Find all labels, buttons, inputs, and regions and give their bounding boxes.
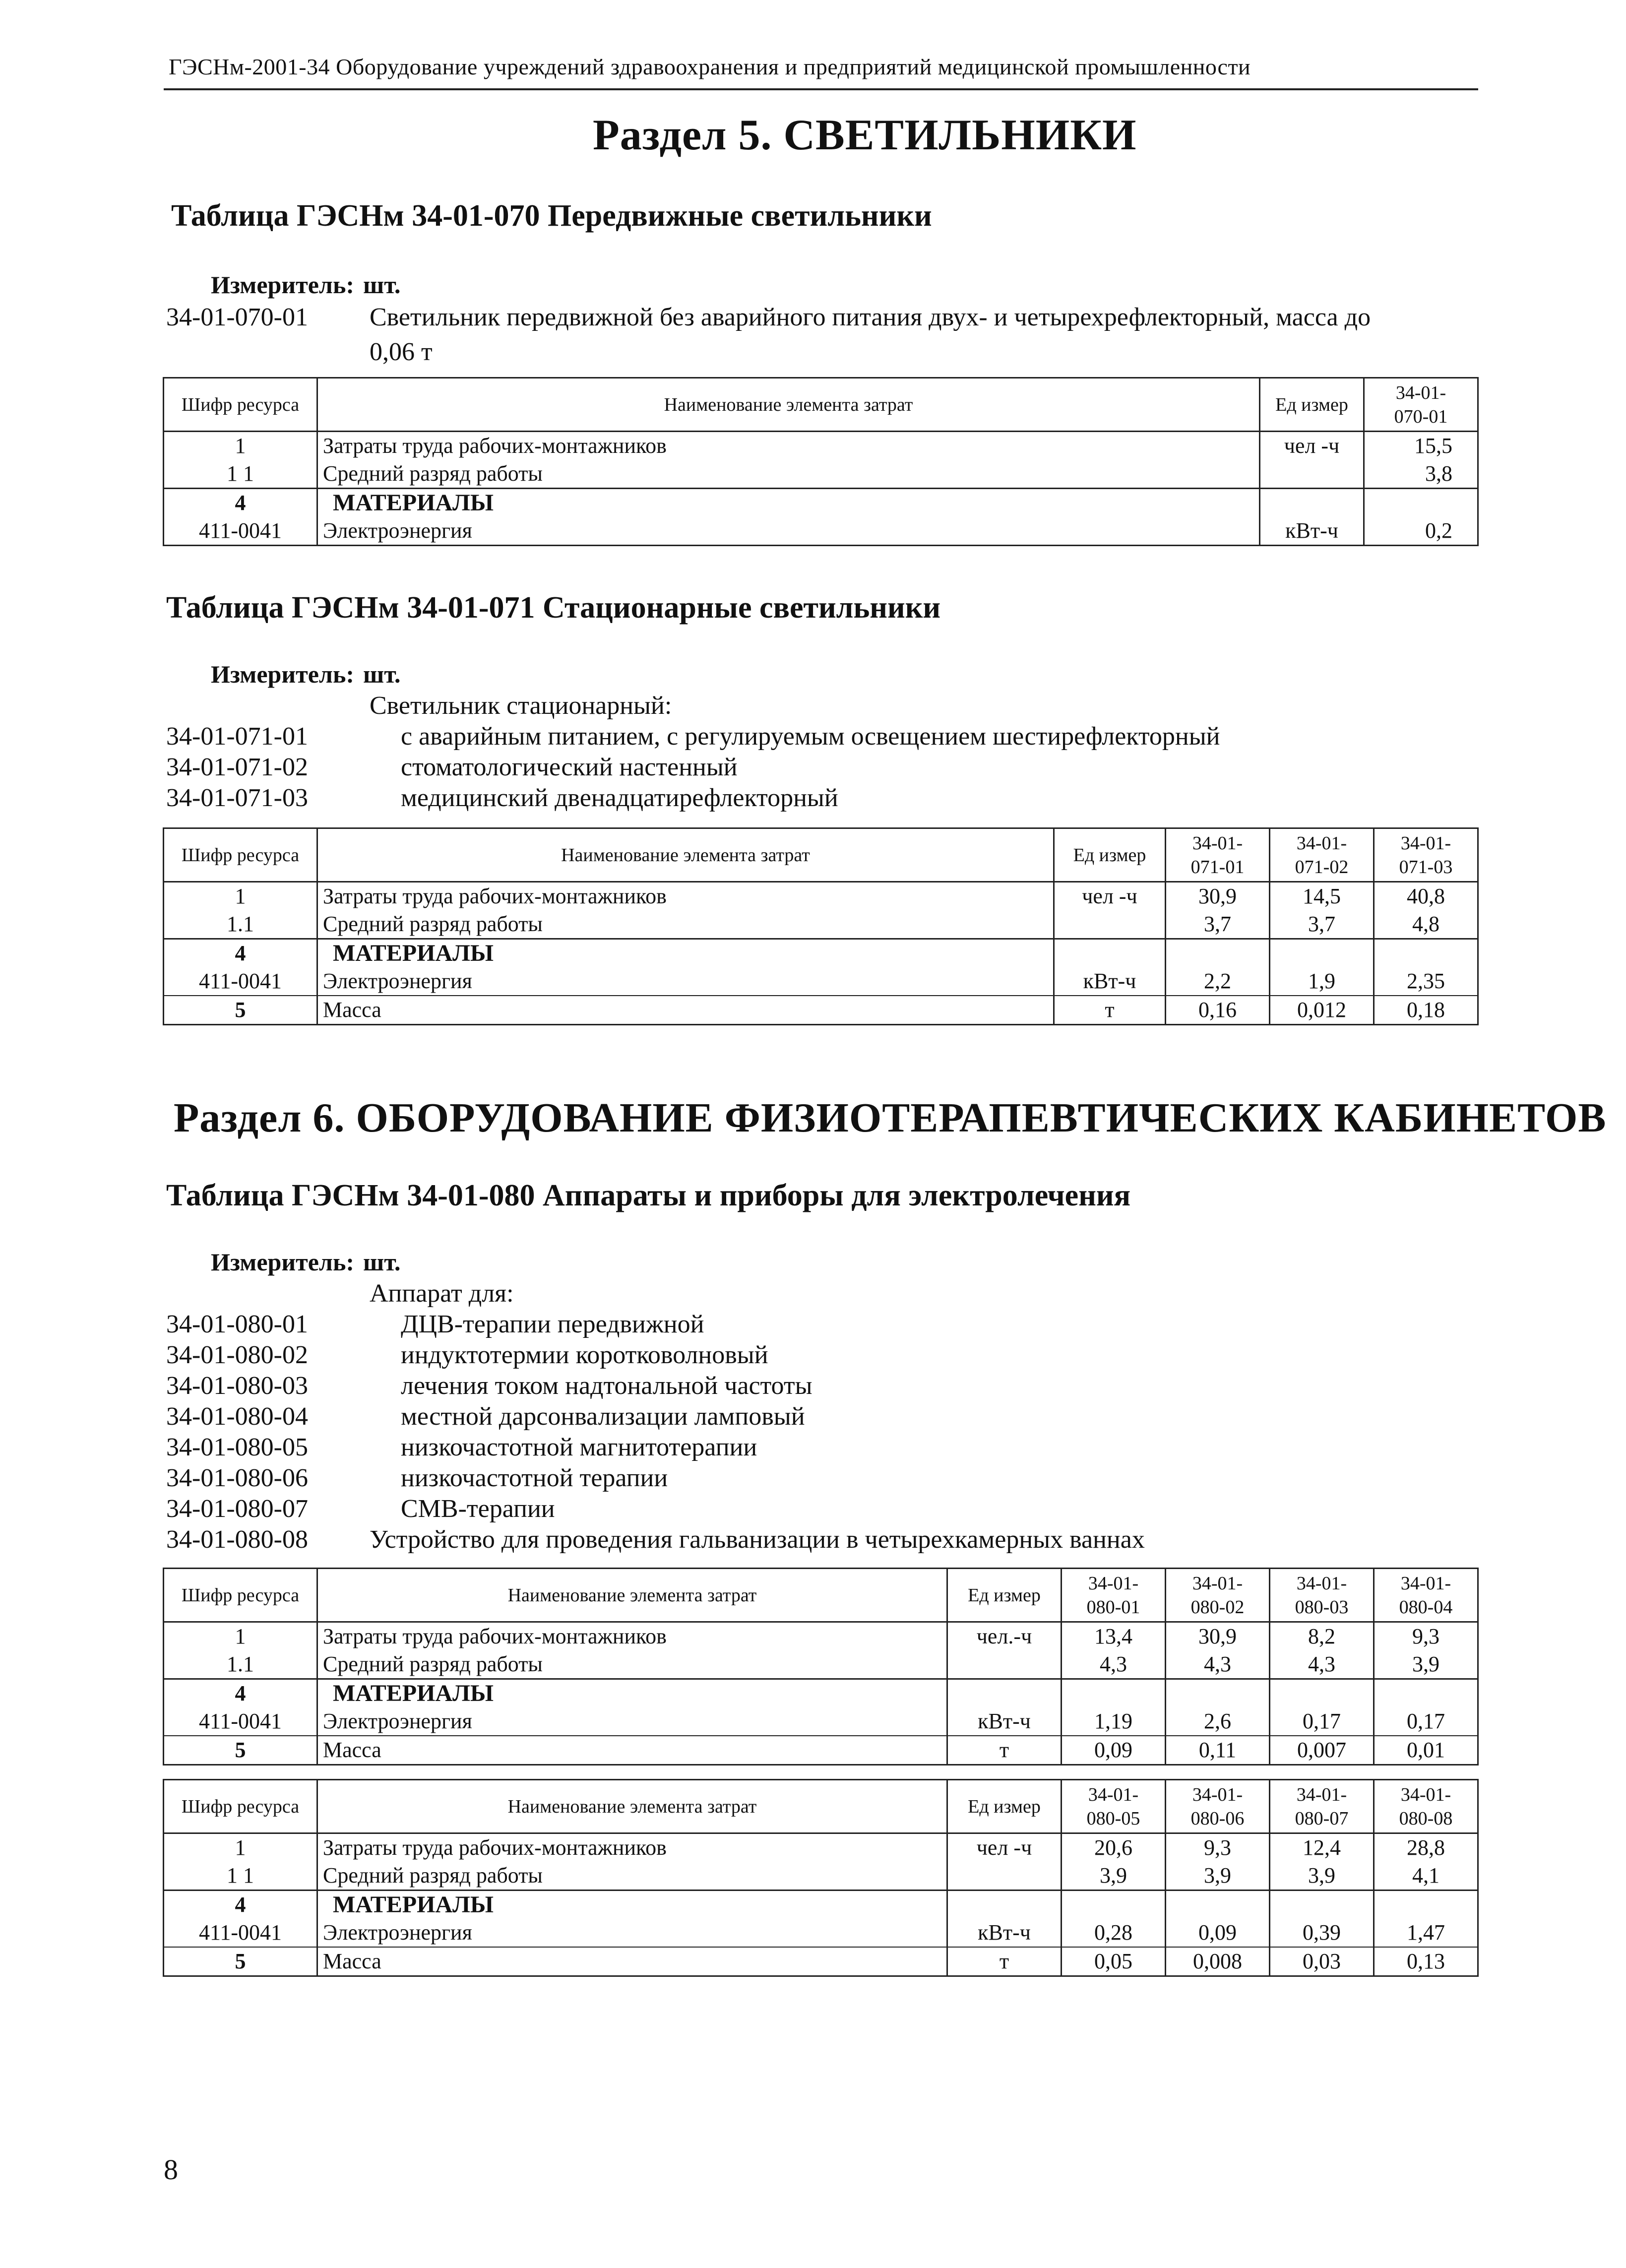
cell-unit bbox=[1054, 910, 1166, 939]
table-row bbox=[164, 910, 1478, 939]
cell-code: 411-0041 bbox=[164, 517, 317, 546]
cell-value: 30,9 bbox=[1166, 882, 1270, 911]
cell-code: 411-0041 bbox=[164, 1919, 317, 1947]
cell-value: 8,2 bbox=[1270, 1622, 1374, 1651]
cell-value bbox=[1374, 1890, 1478, 1919]
cell-value: 13,4 bbox=[1062, 1622, 1166, 1651]
meter-label: Измеритель: bbox=[211, 271, 355, 299]
header-name: Наименование элемента затрат bbox=[317, 828, 1054, 882]
cell-value: 0,13 bbox=[1374, 1947, 1478, 1976]
table-080-part2 bbox=[163, 1779, 1479, 1977]
table-row bbox=[164, 1862, 1478, 1890]
header-name: Наименование элемента затрат bbox=[317, 1780, 947, 1833]
cell-name: Средний разряд работы bbox=[317, 460, 1260, 489]
section-6-title: Раздел 6. ОБОРУДОВАНИЕ ФИЗИОТЕРАПЕВТИЧЕСКИХ КАБИНЕТОВ bbox=[174, 1095, 1607, 1141]
header-line1: 34-01- bbox=[1192, 1784, 1243, 1805]
header-line1: 34-01- bbox=[1296, 1573, 1347, 1594]
cell-name: Средний разряд работы bbox=[317, 1862, 947, 1890]
table-header-row bbox=[164, 1569, 1478, 1622]
table-row bbox=[164, 1919, 1478, 1947]
cell-value: 14,5 bbox=[1270, 882, 1374, 911]
cell-value bbox=[1062, 1890, 1166, 1919]
header-line1: 34-01- bbox=[1192, 1573, 1243, 1594]
table-header-row bbox=[164, 828, 1478, 882]
item-code: 34-01-071-02 bbox=[166, 753, 308, 781]
header-col1-line2: 070-01 bbox=[1394, 406, 1448, 427]
header-line2: 080-04 bbox=[1399, 1596, 1453, 1618]
header-line1: 34-01- bbox=[1296, 832, 1347, 854]
cell-code: 1 bbox=[164, 1622, 317, 1651]
header-line1: 34-01- bbox=[1192, 832, 1243, 854]
cell-value: 1,19 bbox=[1062, 1707, 1166, 1736]
header-code: Шифр ресурса bbox=[164, 1569, 317, 1622]
table-row bbox=[164, 996, 1478, 1025]
header-line2: 080-05 bbox=[1086, 1808, 1140, 1829]
header-col2 bbox=[1166, 1780, 1270, 1833]
meter-label: Измеритель: bbox=[211, 660, 355, 688]
table-row bbox=[164, 460, 1478, 489]
cell-value: 0,2 bbox=[1364, 517, 1478, 546]
item-text: СМВ-терапии bbox=[401, 1495, 555, 1523]
header-name: Наименование элемента затрат bbox=[317, 1569, 947, 1622]
header-rule bbox=[164, 88, 1478, 90]
cell-name: Средний разряд работы bbox=[317, 1650, 947, 1679]
header-line1: 34-01- bbox=[1088, 1784, 1139, 1805]
cell-value: 9,3 bbox=[1374, 1622, 1478, 1651]
header-code: Шифр ресурса bbox=[164, 378, 317, 432]
table-row bbox=[164, 489, 1478, 517]
cell-code: 1 1 bbox=[164, 460, 317, 489]
cell-unit bbox=[947, 1890, 1062, 1919]
item-text: низкочастотной терапии bbox=[401, 1464, 668, 1492]
item-text: низкочастотной магнитотерапии bbox=[401, 1433, 757, 1461]
item-code: 34-01-080-07 bbox=[166, 1495, 308, 1523]
item-text: индуктотермии коротковолновый bbox=[401, 1341, 768, 1369]
table-080-part1 bbox=[163, 1568, 1479, 1765]
cell-value: 0,17 bbox=[1374, 1707, 1478, 1736]
table-070-desc-line2: 0,06 т bbox=[370, 338, 433, 366]
cell-name: Электроэнергия bbox=[317, 1707, 947, 1736]
cell-code: 4 bbox=[164, 939, 317, 968]
item-code: 34-01-071-01 bbox=[166, 722, 308, 751]
cell-value: 40,8 bbox=[1374, 882, 1478, 911]
table-header-row bbox=[164, 378, 1478, 432]
cell-code: 4 bbox=[164, 1890, 317, 1919]
cell-value: 0,012 bbox=[1270, 996, 1374, 1025]
cell-value: 15,5 bbox=[1364, 432, 1478, 460]
table-070-code: 34-01-070-01 bbox=[166, 303, 308, 331]
table-071-lead: Светильник стационарный: bbox=[370, 692, 672, 720]
cell-code: 1.1 bbox=[164, 1650, 317, 1679]
cell-unit: т bbox=[947, 1736, 1062, 1765]
cell-value: 30,9 bbox=[1166, 1622, 1270, 1651]
table-row bbox=[164, 1707, 1478, 1736]
table-070-title: Таблица ГЭСНм 34-01-070 Передвижные светильники bbox=[171, 199, 932, 233]
cell-value: 3,9 bbox=[1062, 1862, 1166, 1890]
cell-value: 1,9 bbox=[1270, 967, 1374, 996]
cell-name: МАТЕРИАЛЫ bbox=[317, 1890, 947, 1919]
cell-name: Средний разряд работы bbox=[317, 910, 1054, 939]
cell-value: 20,6 bbox=[1062, 1833, 1166, 1862]
cell-value: 0,18 bbox=[1374, 996, 1478, 1025]
header-unit: Ед измер bbox=[947, 1780, 1062, 1833]
header-col3 bbox=[1374, 828, 1478, 882]
cell-value: 2,6 bbox=[1166, 1707, 1270, 1736]
header-col1-line1: 34-01- bbox=[1395, 382, 1446, 403]
cell-name: Затраты труда рабочих-монтажников bbox=[317, 882, 1054, 911]
item-text: медицинский двенадцатирефлекторный bbox=[401, 784, 838, 812]
table-071-title: Таблица ГЭСНм 34-01-071 Стационарные светильники bbox=[166, 591, 941, 625]
header-col1 bbox=[1062, 1569, 1166, 1622]
table-070 bbox=[163, 377, 1479, 546]
section-5-title: Раздел 5. СВЕТИЛЬНИКИ bbox=[593, 111, 1137, 159]
cell-code: 1 bbox=[164, 432, 317, 460]
cell-code: 5 bbox=[164, 996, 317, 1025]
cell-name: Электроэнергия bbox=[317, 517, 1260, 546]
header-name: Наименование элемента затрат bbox=[317, 378, 1260, 432]
item-code: 34-01-080-06 bbox=[166, 1464, 308, 1492]
cell-code: 4 bbox=[164, 489, 317, 517]
cell-unit: чел.-ч bbox=[947, 1622, 1062, 1651]
cell-code: 1.1 bbox=[164, 910, 317, 939]
table-080-title: Таблица ГЭСНм 34-01-080 Аппараты и приборы для электролечения bbox=[166, 1179, 1131, 1212]
header-line2: 080-07 bbox=[1295, 1808, 1349, 1829]
cell-unit: чел -ч bbox=[1260, 432, 1364, 460]
table-row bbox=[164, 517, 1478, 546]
header-code: Шифр ресурса bbox=[164, 1780, 317, 1833]
cell-code: 1 bbox=[164, 1833, 317, 1862]
cell-value: 9,3 bbox=[1166, 1833, 1270, 1862]
item-text: с аварийным питанием, с регулируемым освещением шестирефлекторный bbox=[401, 722, 1220, 751]
header-unit: Ед измер bbox=[1260, 378, 1364, 432]
cell-name: МАТЕРИАЛЫ bbox=[317, 939, 1054, 968]
cell-value: 0,17 bbox=[1270, 1707, 1374, 1736]
cell-value: 4,3 bbox=[1062, 1650, 1166, 1679]
item-text: Устройство для проведения гальванизации в четырехкамерных ваннах bbox=[370, 1525, 1145, 1554]
running-header: ГЭСНм-2001-34 Оборудование учреждений здравоохранения и предприятий медицинской промышленности bbox=[169, 54, 1251, 79]
cell-code: 1 1 bbox=[164, 1862, 317, 1890]
header-col4 bbox=[1374, 1569, 1478, 1622]
item-code: 34-01-080-08 bbox=[166, 1525, 308, 1554]
table-080-meter bbox=[211, 1248, 401, 1276]
cell-value: 2,2 bbox=[1166, 967, 1270, 996]
header-line2: 080-02 bbox=[1190, 1596, 1245, 1618]
cell-value: 0,16 bbox=[1166, 996, 1270, 1025]
cell-unit: кВт-ч bbox=[1260, 517, 1364, 546]
cell-value: 0,008 bbox=[1166, 1947, 1270, 1976]
header-line2: 071-01 bbox=[1190, 856, 1245, 878]
item-code: 34-01-071-03 bbox=[166, 784, 308, 812]
cell-name: МАТЕРИАЛЫ bbox=[317, 1679, 947, 1708]
item-text: местной дарсонвализации ламповый bbox=[401, 1402, 805, 1431]
header-col1 bbox=[1062, 1780, 1166, 1833]
header-col1 bbox=[1364, 378, 1478, 432]
cell-value bbox=[1364, 489, 1478, 517]
table-070-desc-line1: Светильник передвижной без аварийного питания двух- и четырехрефлекторный, масса до bbox=[370, 303, 1371, 331]
meter-value: шт. bbox=[363, 1248, 401, 1276]
table-row bbox=[164, 1650, 1478, 1679]
table-header-row bbox=[164, 1780, 1478, 1833]
cell-value: 3,8 bbox=[1364, 460, 1478, 489]
table-071-meter bbox=[211, 660, 401, 689]
table-row bbox=[164, 432, 1478, 460]
header-col3 bbox=[1270, 1569, 1374, 1622]
cell-unit bbox=[1260, 489, 1364, 517]
header-line1: 34-01- bbox=[1400, 832, 1451, 854]
meter-value: шт. bbox=[363, 271, 401, 299]
header-unit: Ед измер bbox=[1054, 828, 1166, 882]
cell-value: 3,7 bbox=[1166, 910, 1270, 939]
cell-value: 28,8 bbox=[1374, 1833, 1478, 1862]
cell-value bbox=[1374, 1679, 1478, 1708]
cell-name: Масса bbox=[317, 1947, 947, 1976]
cell-value: 0,28 bbox=[1062, 1919, 1166, 1947]
header-line1: 34-01- bbox=[1088, 1573, 1139, 1594]
cell-name: Электроэнергия bbox=[317, 967, 1054, 996]
header-line1: 34-01- bbox=[1400, 1573, 1451, 1594]
item-code: 34-01-080-03 bbox=[166, 1372, 308, 1400]
header-line2: 080-01 bbox=[1086, 1596, 1140, 1618]
table-row bbox=[164, 1947, 1478, 1976]
cell-value bbox=[1166, 939, 1270, 968]
cell-value bbox=[1270, 1890, 1374, 1919]
table-row bbox=[164, 1736, 1478, 1765]
page-number: 8 bbox=[164, 2153, 178, 2186]
item-code: 34-01-080-01 bbox=[166, 1310, 308, 1338]
header-col2 bbox=[1270, 828, 1374, 882]
cell-value: 3,9 bbox=[1374, 1650, 1478, 1679]
cell-name: Затраты труда рабочих-монтажников bbox=[317, 1622, 947, 1651]
cell-unit: кВт-ч bbox=[947, 1919, 1062, 1947]
cell-value: 2,35 bbox=[1374, 967, 1478, 996]
cell-value: 12,4 bbox=[1270, 1833, 1374, 1862]
cell-unit: т bbox=[1054, 996, 1166, 1025]
item-code: 34-01-080-05 bbox=[166, 1433, 308, 1461]
cell-value: 0,05 bbox=[1062, 1947, 1166, 1976]
cell-name: Электроэнергия bbox=[317, 1919, 947, 1947]
cell-value: 4,3 bbox=[1270, 1650, 1374, 1679]
table-row bbox=[164, 882, 1478, 911]
table-row bbox=[164, 967, 1478, 996]
cell-value: 3,7 bbox=[1270, 910, 1374, 939]
meter-value: шт. bbox=[363, 660, 401, 688]
cell-value: 3,9 bbox=[1166, 1862, 1270, 1890]
item-code: 34-01-080-02 bbox=[166, 1341, 308, 1369]
cell-unit bbox=[947, 1679, 1062, 1708]
cell-value: 1,47 bbox=[1374, 1919, 1478, 1947]
cell-unit bbox=[1054, 939, 1166, 968]
cell-unit: кВт-ч bbox=[947, 1707, 1062, 1736]
cell-name: Масса bbox=[317, 996, 1054, 1025]
cell-unit: чел -ч bbox=[947, 1833, 1062, 1862]
header-line1: 34-01- bbox=[1296, 1784, 1347, 1805]
item-code: 34-01-080-04 bbox=[166, 1402, 308, 1431]
table-row bbox=[164, 1833, 1478, 1862]
cell-unit: чел -ч bbox=[1054, 882, 1166, 911]
cell-name: МАТЕРИАЛЫ bbox=[317, 489, 1260, 517]
cell-unit bbox=[947, 1650, 1062, 1679]
item-text: стоматологический настенный bbox=[401, 753, 738, 781]
cell-unit bbox=[1260, 460, 1364, 489]
table-row bbox=[164, 1890, 1478, 1919]
meter-label: Измеритель: bbox=[211, 1248, 355, 1276]
cell-value: 3,9 bbox=[1270, 1862, 1374, 1890]
cell-value bbox=[1166, 1890, 1270, 1919]
cell-code: 5 bbox=[164, 1736, 317, 1765]
cell-value: 0,11 bbox=[1166, 1736, 1270, 1765]
cell-value: 4,1 bbox=[1374, 1862, 1478, 1890]
cell-value: 0,007 bbox=[1270, 1736, 1374, 1765]
header-col2 bbox=[1166, 1569, 1270, 1622]
cell-unit: т bbox=[947, 1947, 1062, 1976]
cell-code: 1 bbox=[164, 882, 317, 911]
cell-value bbox=[1374, 939, 1478, 968]
header-line2: 071-02 bbox=[1295, 856, 1349, 878]
cell-name: Затраты труда рабочих-монтажников bbox=[317, 432, 1260, 460]
table-071 bbox=[163, 827, 1479, 1025]
cell-value bbox=[1270, 1679, 1374, 1708]
header-col3 bbox=[1270, 1780, 1374, 1833]
cell-code: 411-0041 bbox=[164, 967, 317, 996]
table-row bbox=[164, 1622, 1478, 1651]
cell-code: 411-0041 bbox=[164, 1707, 317, 1736]
cell-value: 4,3 bbox=[1166, 1650, 1270, 1679]
item-text: ДЦВ-терапии передвижной bbox=[401, 1310, 704, 1338]
item-text: лечения током надтональной частоты bbox=[401, 1372, 813, 1400]
table-080-lead: Аппарат для: bbox=[370, 1279, 514, 1308]
cell-name: Масса bbox=[317, 1736, 947, 1765]
header-line2: 080-08 bbox=[1399, 1808, 1453, 1829]
header-col1 bbox=[1166, 828, 1270, 882]
header-line2: 071-03 bbox=[1399, 856, 1453, 878]
header-unit: Ед измер bbox=[947, 1569, 1062, 1622]
table-070-meter bbox=[211, 270, 401, 299]
cell-code: 4 bbox=[164, 1679, 317, 1708]
cell-value: 4,8 bbox=[1374, 910, 1478, 939]
header-line2: 080-03 bbox=[1295, 1596, 1349, 1618]
header-line2: 080-06 bbox=[1190, 1808, 1245, 1829]
cell-value bbox=[1166, 1679, 1270, 1708]
header-col4 bbox=[1374, 1780, 1478, 1833]
cell-unit: кВт-ч bbox=[1054, 967, 1166, 996]
header-line1: 34-01- bbox=[1400, 1784, 1451, 1805]
cell-value: 0,09 bbox=[1166, 1919, 1270, 1947]
cell-unit bbox=[947, 1862, 1062, 1890]
cell-code: 5 bbox=[164, 1947, 317, 1976]
cell-value: 0,39 bbox=[1270, 1919, 1374, 1947]
table-row bbox=[164, 1679, 1478, 1708]
cell-value: 0,01 bbox=[1374, 1736, 1478, 1765]
table-row bbox=[164, 939, 1478, 968]
header-code: Шифр ресурса bbox=[164, 828, 317, 882]
cell-value bbox=[1062, 1679, 1166, 1708]
cell-value: 0,09 bbox=[1062, 1736, 1166, 1765]
cell-value: 0,03 bbox=[1270, 1947, 1374, 1976]
cell-name: Затраты труда рабочих-монтажников bbox=[317, 1833, 947, 1862]
cell-value bbox=[1270, 939, 1374, 968]
